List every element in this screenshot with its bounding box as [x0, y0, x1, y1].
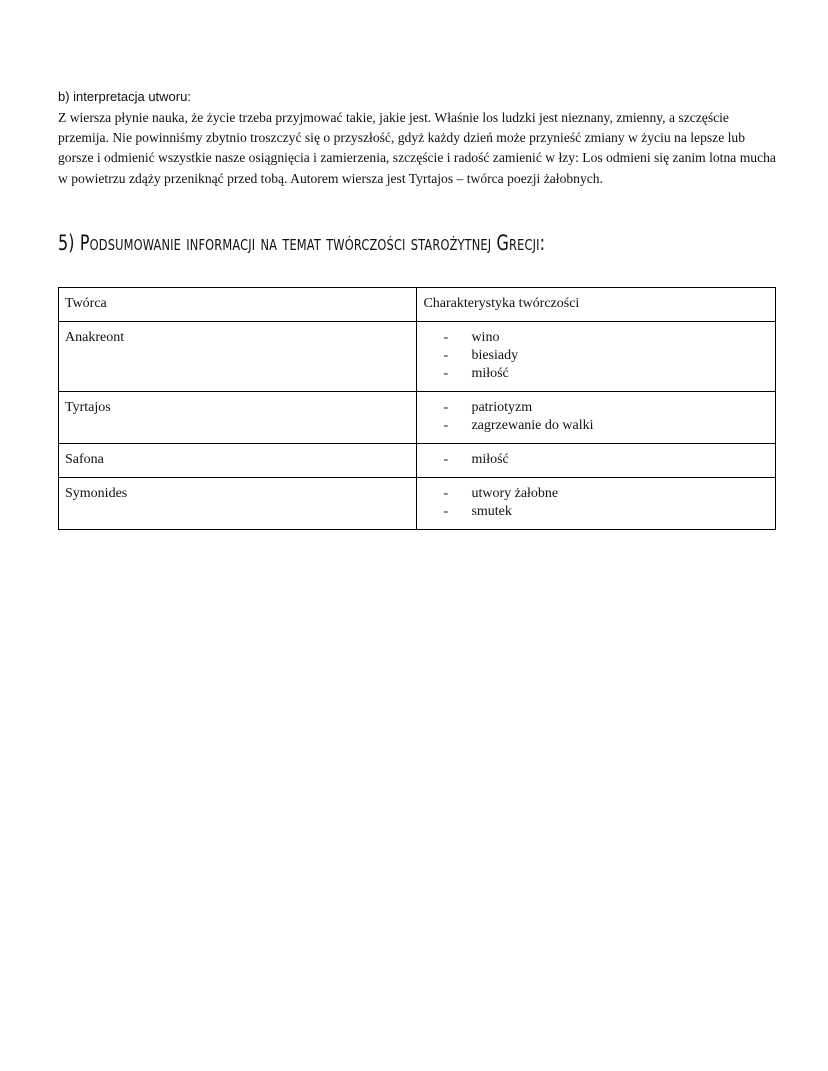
- bullet-dash: -: [443, 452, 449, 467]
- trait-text: utwory żałobne: [471, 486, 559, 501]
- trait-text: patriotyzm: [471, 400, 533, 415]
- table-row: [59, 478, 776, 530]
- bullet-dash: -: [443, 348, 449, 363]
- author-cell: Safona: [59, 444, 417, 478]
- summary-table: [58, 287, 776, 530]
- trait-text: wino: [471, 330, 500, 345]
- trait-text: zagrzewanie do walki: [471, 418, 594, 433]
- author-cell: Anakreont: [59, 322, 417, 392]
- list-item: [443, 503, 769, 521]
- list-item: [443, 485, 769, 503]
- list-item: [443, 417, 769, 435]
- trait-text: biesiady: [471, 348, 519, 363]
- traits-cell: [417, 478, 776, 530]
- table-row: [59, 322, 776, 392]
- author-cell: Tyrtajos: [59, 392, 417, 444]
- list-item: [443, 329, 769, 347]
- traits-list: [423, 399, 769, 435]
- author-cell: Symonides: [59, 478, 417, 530]
- bullet-dash: -: [443, 504, 449, 519]
- table-header-row: [59, 288, 776, 322]
- bullet-dash: -: [443, 418, 449, 433]
- table-row: [59, 392, 776, 444]
- traits-cell: [417, 322, 776, 392]
- header-author: Twórca: [59, 288, 417, 322]
- bullet-dash: -: [443, 486, 449, 501]
- list-item: [443, 365, 769, 383]
- traits-list: [423, 451, 769, 469]
- list-item: [443, 399, 769, 417]
- bullet-dash: -: [443, 366, 449, 381]
- section-b-paragraph: Z wiersza płynie nauka, że życie trzeba przyjmować takie, jakie jest. Właśnie los ludzki jest nieznany, zmienny, a szczęście przemija. Nie powinniśmy zbytnio troszczyć się o przyszłość, gdyż każdy dzień może przynieść zmiany w życiu na lepsze lub gorsze i odmienić wszystkie nasze osiągnięcia i zamierzenia, szczęście i radość zamienić w łzy: Los odmieni się zanim lotna mucha w powietrzu zdąży przeniknąć przed tobą. Autorem wiersza jest Tyrtajos – twórca poezji żałobnych.: [58, 110, 776, 186]
- list-item: [443, 347, 769, 365]
- bullet-dash: -: [443, 330, 449, 345]
- list-item: [443, 451, 769, 469]
- traits-list: [423, 485, 769, 521]
- section-5-heading: 5) Podsumowanie informacji na temat twórczości starożytnej Grecji:: [58, 231, 546, 255]
- traits-list: [423, 329, 769, 383]
- traits-cell: [417, 444, 776, 478]
- header-characteristics: Charakterystyka twórczości: [417, 288, 776, 322]
- section-b-label: b) interpretacja utworu:: [58, 89, 191, 104]
- trait-text: miłość: [471, 452, 509, 467]
- table-row: [59, 444, 776, 478]
- bullet-dash: -: [443, 400, 449, 415]
- trait-text: miłość: [471, 366, 509, 381]
- traits-cell: [417, 392, 776, 444]
- trait-text: smutek: [471, 504, 512, 519]
